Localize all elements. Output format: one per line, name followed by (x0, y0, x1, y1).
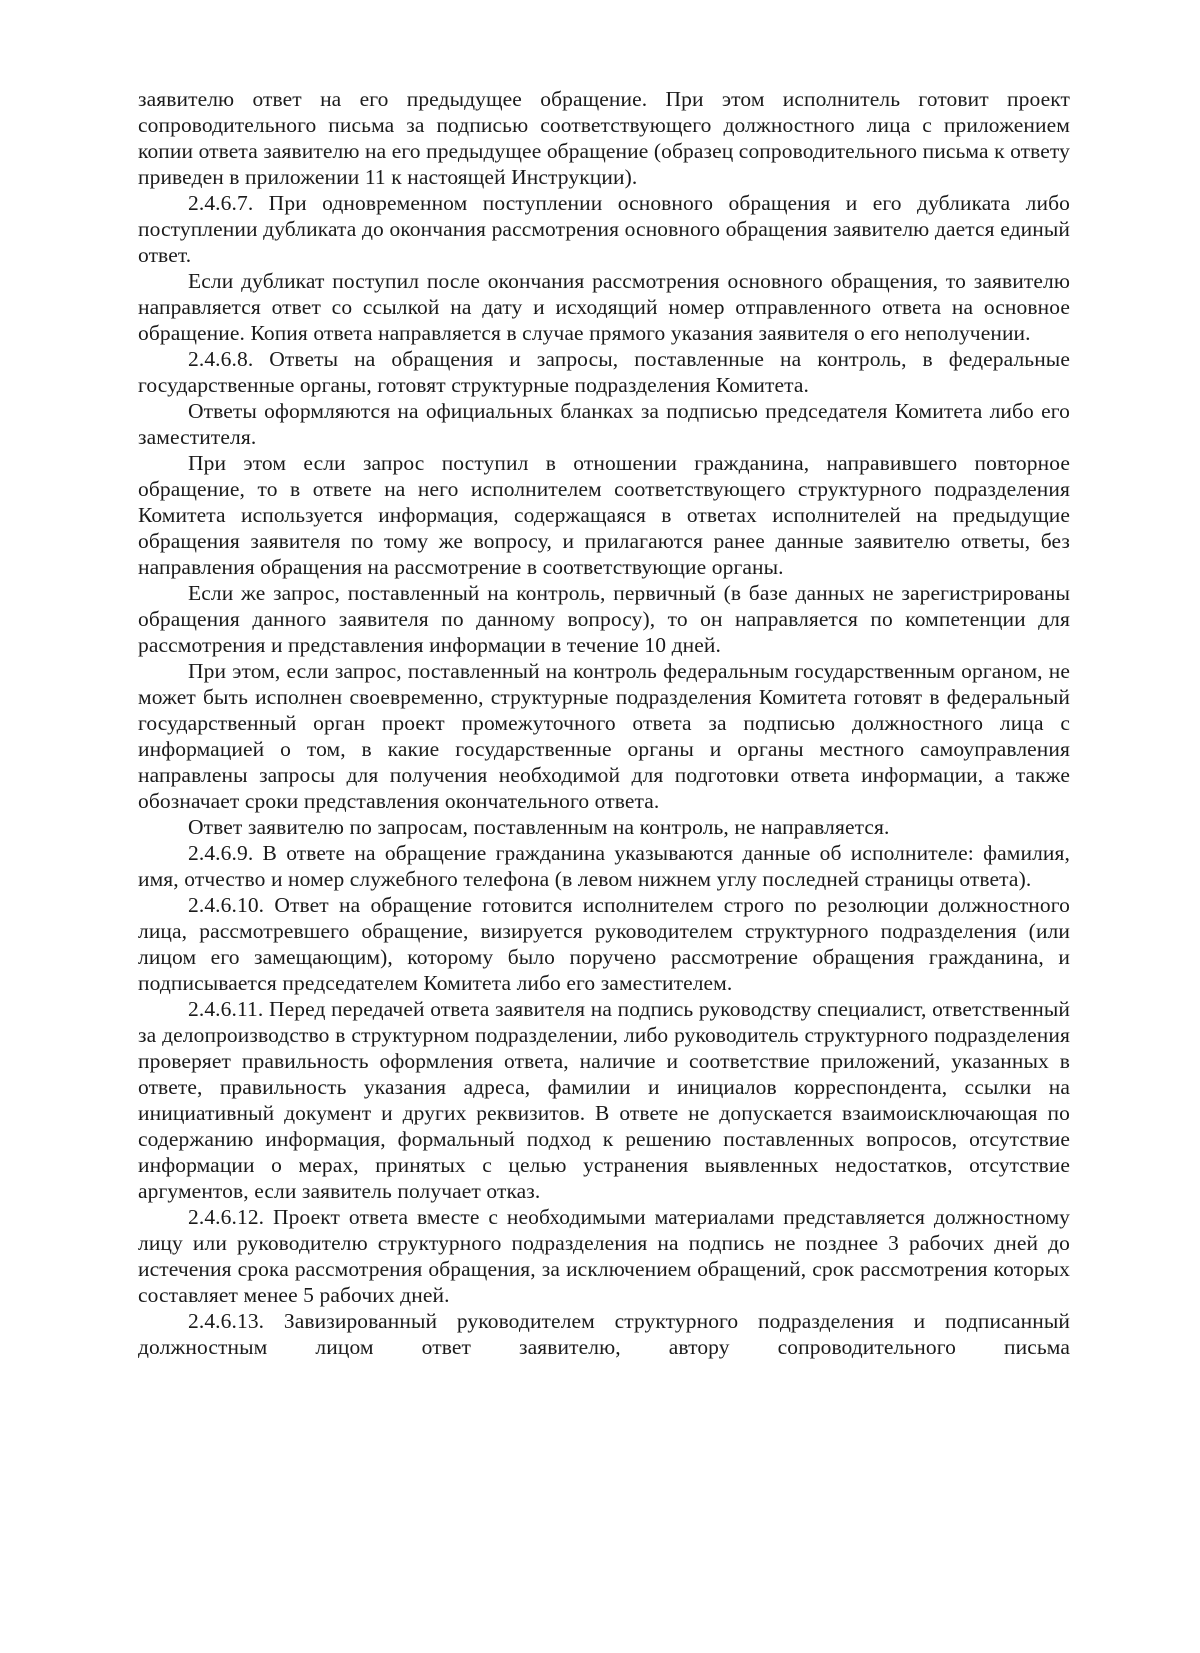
paragraph-2-4-6-12: 2.4.6.12. Проект ответа вместе с необходимыми материалами представляется должностному лицу или руководителю структурного подразделения на подпись не позднее 3 рабочих дней до истечения срока рассмотрения обращения, за исключением обращений, срок рассмотрения которых составляет менее 5 рабочих дней. (138, 1205, 1070, 1307)
paragraph-2-4-6-13: 2.4.6.13. Завизированный руководителем структурного подразделения и подписанный должностным лицом ответ заявителю, автору сопроводительного письма (138, 1309, 1070, 1359)
paragraph-2-4-6-9: 2.4.6.9. В ответе на обращение гражданина указываются данные об исполнителе: фамилия, имя, отчество и номер служебного телефона (в левом нижнем углу последней страницы ответа). (138, 841, 1070, 891)
paragraph-2-4-6-8: 2.4.6.8. Ответы на обращения и запросы, поставленные на контроль, в федеральные государственные органы, готовят структурные подразделения Комитета. (138, 347, 1070, 397)
paragraph-2-4-6-11: 2.4.6.11. Перед передачей ответа заявителя на подпись руководству специалист, ответственный за делопроизводство в структурном подразделении, либо руководитель структурного подразделения проверяет правильность оформления ответа, наличие и соответствие приложений, указанных в ответе, правильность указания адреса, фамилии и инициалов корреспондента, ссылки на инициативный документ и других реквизитов. В ответе не допускается взаимоисключающая по содержанию информация, формальный подход к решению поставленных вопросов, отсутствие информации о мерах, принятых с целью устранения выявленных недостатков, отсутствие аргументов, если заявитель получает отказ. (138, 997, 1070, 1203)
document-body (138, 86, 1070, 1360)
paragraph-primary-request: Если же запрос, поставленный на контроль, первичный (в базе данных не зарегистрированы обращения данного заявителя по данному вопросу), то он направляется по компетенции для рассмотрения и представления информации в течение 10 дней. (138, 581, 1070, 657)
paragraph-interim-answer: При этом, если запрос, поставленный на контроль федеральным государственным органом, не может быть исполнен своевременно, структурные подразделения Комитета готовят в федеральный государственный орган проект промежуточного ответа за подписью должностного лица с информацией о том, в какие государственные органы и органы местного самоуправления направлены запросы для получения необходимой для подготовки ответа информации, а также обозначает сроки представления окончательного ответа. (138, 659, 1070, 813)
paragraph-repeat-request: При этом если запрос поступил в отношении гражданина, направившего повторное обращение, то в ответе на него исполнителем соответствующего структурного подразделения Комитета используется информация, содержащаяся в ответах исполнителей на предыдущие обращения заявителя по тому же вопросу, и прилагаются ранее данные заявителю ответы, без направления обращения на рассмотрение в соответствующие органы. (138, 451, 1070, 579)
paragraph-no-answer: Ответ заявителю по запросам, поставленным на контроль, не направляется. (188, 815, 890, 839)
paragraph-2-4-6-10: 2.4.6.10. Ответ на обращение готовится исполнителем строго по резолюции должностного лица, рассмотревшего обращение, визируется руководителем структурного подразделения (или лицом его замещающим), которому было поручено рассмотрение обращения гражданина, и подписывается председателем Комитета либо его заместителем. (138, 893, 1070, 995)
paragraph-official-forms: Ответы оформляются на официальных бланках за подписью председателя Комитета либо его заместителя. (138, 399, 1070, 449)
paragraph-duplicate-after: Если дубликат поступил после окончания рассмотрения основного обращения, то заявителю направляется ответ со ссылкой на дату и исходящий номер отправленного ответа на основное обращение. Копия ответа направляется в случае прямого указания заявителя о его неполучении. (138, 269, 1070, 345)
paragraph-2-4-6-7: 2.4.6.7. При одновременном поступлении основного обращения и его дубликата либо поступлении дубликата до окончания рассмотрения основного обращения заявителю дается единый ответ. (138, 191, 1070, 267)
paragraph-continuation: заявителю ответ на его предыдущее обращение. При этом исполнитель готовит проект сопроводительного письма за подписью соответствующего должностного лица с приложением копии ответа заявителю на его предыдущее обращение (образец сопроводительного письма к ответу приведен в приложении 11 к настоящей Инструкции). (138, 87, 1070, 189)
